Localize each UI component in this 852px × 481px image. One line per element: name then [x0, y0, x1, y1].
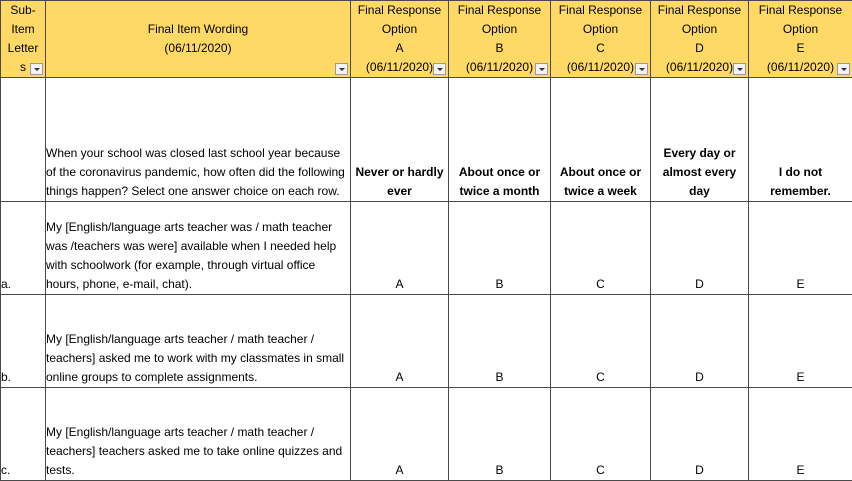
stem-row	[1, 78, 852, 202]
cell-option-e[interactable]: E	[749, 295, 852, 388]
cell-item-wording[interactable]: My [English/language arts teacher / math teacher / teachers] asked me to work with my classmates in small online groups to complete assignments.	[46, 295, 351, 388]
cell-item-wording[interactable]: My [English/language arts teacher was / math teacher was /teachers was were] available when I needed help with schoolwork (for example, through virtual office hours, phone, e-mail, chat).	[46, 202, 351, 295]
cell-option-a[interactable]: A	[351, 295, 449, 388]
table-row	[1, 295, 852, 388]
cell-letter[interactable]: b.	[1, 295, 46, 388]
cell-option-b-label[interactable]: About once or twice a month	[449, 78, 551, 202]
header-option-d[interactable]: Final Response Option D (06/11/2020)	[651, 1, 749, 78]
cell-option-d[interactable]: D	[651, 295, 749, 388]
cell-option-a[interactable]: A	[351, 202, 449, 295]
table-row	[1, 388, 852, 481]
cell-option-c[interactable]: C	[551, 388, 651, 481]
cell-option-c-label[interactable]: About once or twice a week	[551, 78, 651, 202]
cell-option-c[interactable]: C	[551, 202, 651, 295]
cell-option-b[interactable]: B	[449, 295, 551, 388]
cell-option-e[interactable]: E	[749, 388, 852, 481]
filter-dropdown-icon[interactable]	[535, 63, 548, 75]
header-sub-item-letters[interactable]: Sub- Item Letter s	[1, 1, 46, 78]
cell-stem-wording[interactable]: When your school was closed last school year because of the coronavirus pandemic, how often did the following things happen? Select one answer choice on each row.	[46, 78, 351, 202]
cell-letter[interactable]: c.	[1, 388, 46, 481]
cell-item-wording[interactable]: My [English/language arts teacher / math teacher / teachers] teachers asked me to take online quizzes and tests.	[46, 388, 351, 481]
cell-option-e-label[interactable]: I do not remember.	[749, 78, 852, 202]
header-final-item-wording[interactable]: Final Item Wording (06/11/2020)	[46, 1, 351, 78]
table-row	[1, 202, 852, 295]
cell-option-b[interactable]: B	[449, 388, 551, 481]
filter-dropdown-icon[interactable]	[30, 63, 43, 75]
header-option-c[interactable]: Final Response Option C (06/11/2020)	[551, 1, 651, 78]
cell-option-a[interactable]: A	[351, 388, 449, 481]
cell-option-a-label[interactable]: Never or hardly ever	[351, 78, 449, 202]
cell-option-d[interactable]: D	[651, 202, 749, 295]
filter-dropdown-icon[interactable]	[635, 63, 648, 75]
header-option-e[interactable]: Final Response Option E (06/11/2020)	[749, 1, 852, 78]
cell-letter[interactable]: a.	[1, 202, 46, 295]
cell-option-c[interactable]: C	[551, 295, 651, 388]
cell-option-b[interactable]: B	[449, 202, 551, 295]
cell-letter[interactable]	[1, 78, 46, 202]
filter-dropdown-icon[interactable]	[433, 63, 446, 75]
filter-dropdown-icon[interactable]	[733, 63, 746, 75]
filter-dropdown-icon[interactable]	[837, 63, 850, 75]
cell-option-d[interactable]: D	[651, 388, 749, 481]
header-row	[1, 1, 852, 78]
filter-dropdown-icon[interactable]	[335, 63, 348, 75]
header-option-a[interactable]: Final Response Option A (06/11/2020)	[351, 1, 449, 78]
cell-option-d-label[interactable]: Every day or almost every day	[651, 78, 749, 202]
cell-option-e[interactable]: E	[749, 202, 852, 295]
header-option-b[interactable]: Final Response Option B (06/11/2020)	[449, 1, 551, 78]
